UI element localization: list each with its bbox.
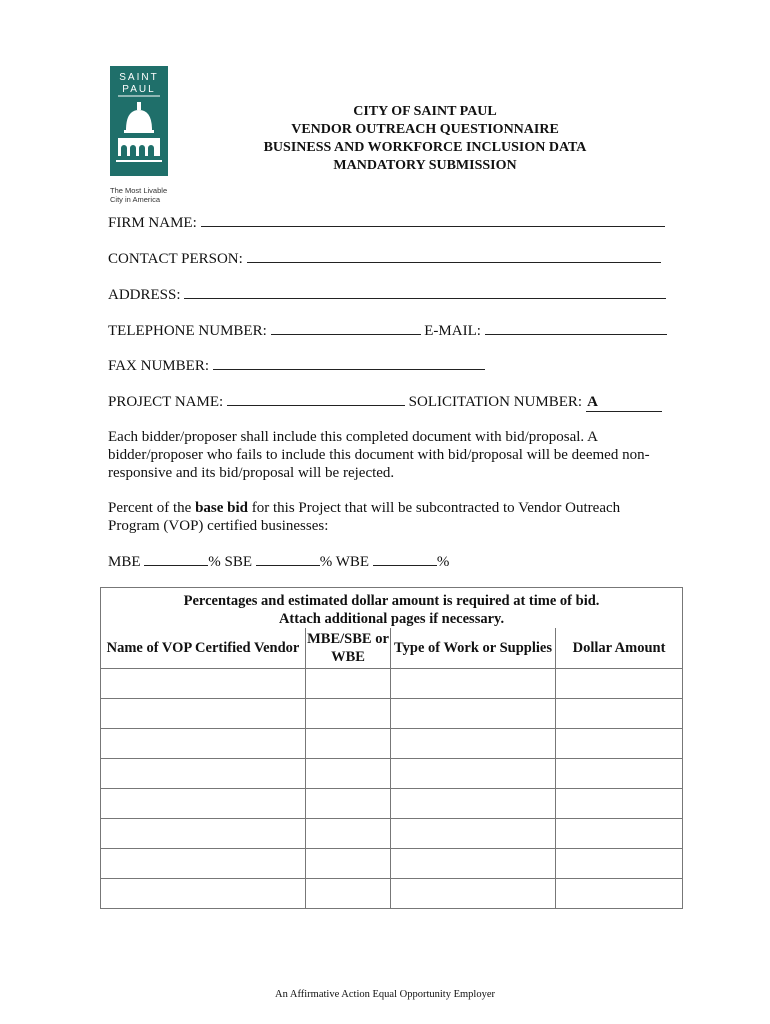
- work-cell[interactable]: [391, 759, 556, 789]
- amount-cell[interactable]: [556, 819, 683, 849]
- logo-tagline: The Most Livable City in America: [110, 186, 168, 204]
- wbe-percent-sign: %: [436, 554, 450, 570]
- type-cell[interactable]: [306, 879, 391, 909]
- vendor-cell[interactable]: [101, 669, 306, 699]
- amount-cell[interactable]: [556, 699, 683, 729]
- email-label: E-MAIL:: [424, 323, 481, 339]
- amount-cell[interactable]: [556, 669, 683, 699]
- sbe-percent-field[interactable]: [256, 552, 320, 566]
- table-row: [101, 729, 683, 759]
- header-vendor-name: Name of VOP Certified Vendor: [101, 628, 306, 669]
- table-row: [101, 789, 683, 819]
- table-row: [101, 759, 683, 789]
- amount-cell[interactable]: [556, 789, 683, 819]
- base-bid-emphasis: base bid: [195, 500, 249, 516]
- vendor-cell[interactable]: [101, 849, 306, 879]
- vendor-cell[interactable]: [101, 699, 306, 729]
- firm-name-field[interactable]: [201, 213, 665, 227]
- logo-word-saint: SAINT: [119, 72, 159, 83]
- table-row: [101, 699, 683, 729]
- document-title: [210, 103, 640, 175]
- table-row: [101, 819, 683, 849]
- vendor-cell[interactable]: [101, 729, 306, 759]
- wbe-label: % WBE: [319, 554, 370, 570]
- table-row: [101, 669, 683, 699]
- work-cell[interactable]: [391, 879, 556, 909]
- percent-paragraph: Percent of the base bid for this Project that will be subcontracted to Vendor Outreach Program (VOP) certified businesses:: [108, 500, 621, 534]
- vendor-cell[interactable]: [101, 879, 306, 909]
- telephone-email-row: [108, 321, 667, 340]
- amount-cell[interactable]: [556, 729, 683, 759]
- firm-name-label: FIRM NAME:: [108, 215, 197, 231]
- amount-cell[interactable]: [556, 849, 683, 879]
- title-line-3: BUSINESS AND WORKFORCE INCLUSION DATA: [263, 140, 587, 155]
- vop-vendor-table: [100, 587, 683, 909]
- type-cell[interactable]: [306, 699, 391, 729]
- fax-row: [108, 356, 485, 375]
- work-cell[interactable]: [391, 819, 556, 849]
- wbe-percent-field[interactable]: [373, 552, 437, 566]
- percent-row: [108, 552, 449, 571]
- type-cell[interactable]: [306, 849, 391, 879]
- email-field[interactable]: [485, 321, 667, 335]
- project-name-label: PROJECT NAME:: [108, 394, 224, 410]
- fax-label: FAX NUMBER:: [108, 358, 209, 374]
- instructions-paragraph: Each bidder/proposer shall include this completed document with bid/proposal. A bidder/proposer who fails to include this document with bid/proposal will be deemed non-responsive and its bid/proposal will be rejected.: [108, 429, 650, 481]
- title-line-2: VENDOR OUTREACH QUESTIONNAIRE: [291, 122, 559, 137]
- type-cell[interactable]: [306, 669, 391, 699]
- sbe-label: % SBE: [208, 554, 253, 570]
- mbe-percent-field[interactable]: [144, 552, 208, 566]
- solicitation-field[interactable]: [586, 393, 662, 412]
- header-certification-type: MBE/SBE or WBE: [306, 628, 391, 669]
- work-cell[interactable]: [391, 849, 556, 879]
- vendor-cell[interactable]: [101, 819, 306, 849]
- amount-cell[interactable]: [556, 879, 683, 909]
- table-notice-row: [101, 588, 683, 629]
- project-row: [108, 392, 662, 412]
- type-cell[interactable]: [306, 789, 391, 819]
- table-header-row: [101, 628, 683, 669]
- work-cell[interactable]: [391, 789, 556, 819]
- footer-eoe: An Affirmative Action Equal Opportunity Employer: [275, 989, 495, 1000]
- address-field[interactable]: [184, 285, 666, 299]
- contact-person-field[interactable]: [247, 249, 661, 263]
- table-notice: Percentages and estimated dollar amount is required at time of bid. Attach additional pages if necessary.: [101, 588, 683, 629]
- title-line-1: CITY OF SAINT PAUL: [353, 104, 497, 119]
- solicitation-value: A: [587, 394, 598, 410]
- amount-cell[interactable]: [556, 759, 683, 789]
- table-row: [101, 849, 683, 879]
- type-cell[interactable]: [306, 759, 391, 789]
- vendor-cell[interactable]: [101, 759, 306, 789]
- type-cell[interactable]: [306, 819, 391, 849]
- vendor-cell[interactable]: [101, 789, 306, 819]
- telephone-field[interactable]: [271, 321, 421, 335]
- address-row: [108, 285, 666, 304]
- header-work-type: Type of Work or Supplies: [391, 628, 556, 669]
- work-cell[interactable]: [391, 729, 556, 759]
- work-cell[interactable]: [391, 669, 556, 699]
- firm-name-row: [108, 213, 665, 232]
- type-cell[interactable]: [306, 729, 391, 759]
- work-cell[interactable]: [391, 699, 556, 729]
- project-name-field[interactable]: [227, 392, 405, 406]
- logo-word-paul: PAUL: [122, 84, 156, 95]
- address-label: ADDRESS:: [108, 287, 181, 303]
- title-line-4: MANDATORY SUBMISSION: [333, 158, 517, 173]
- contact-person-label: CONTACT PERSON:: [108, 251, 243, 267]
- telephone-label: TELEPHONE NUMBER:: [108, 323, 267, 339]
- city-logo: [110, 66, 168, 176]
- fax-field[interactable]: [213, 356, 485, 370]
- contact-person-row: [108, 249, 661, 268]
- mbe-label: MBE: [108, 554, 141, 570]
- header-dollar-amount: Dollar Amount: [556, 628, 683, 669]
- table-row: [101, 879, 683, 909]
- solicitation-label: SOLICITATION NUMBER:: [408, 394, 583, 410]
